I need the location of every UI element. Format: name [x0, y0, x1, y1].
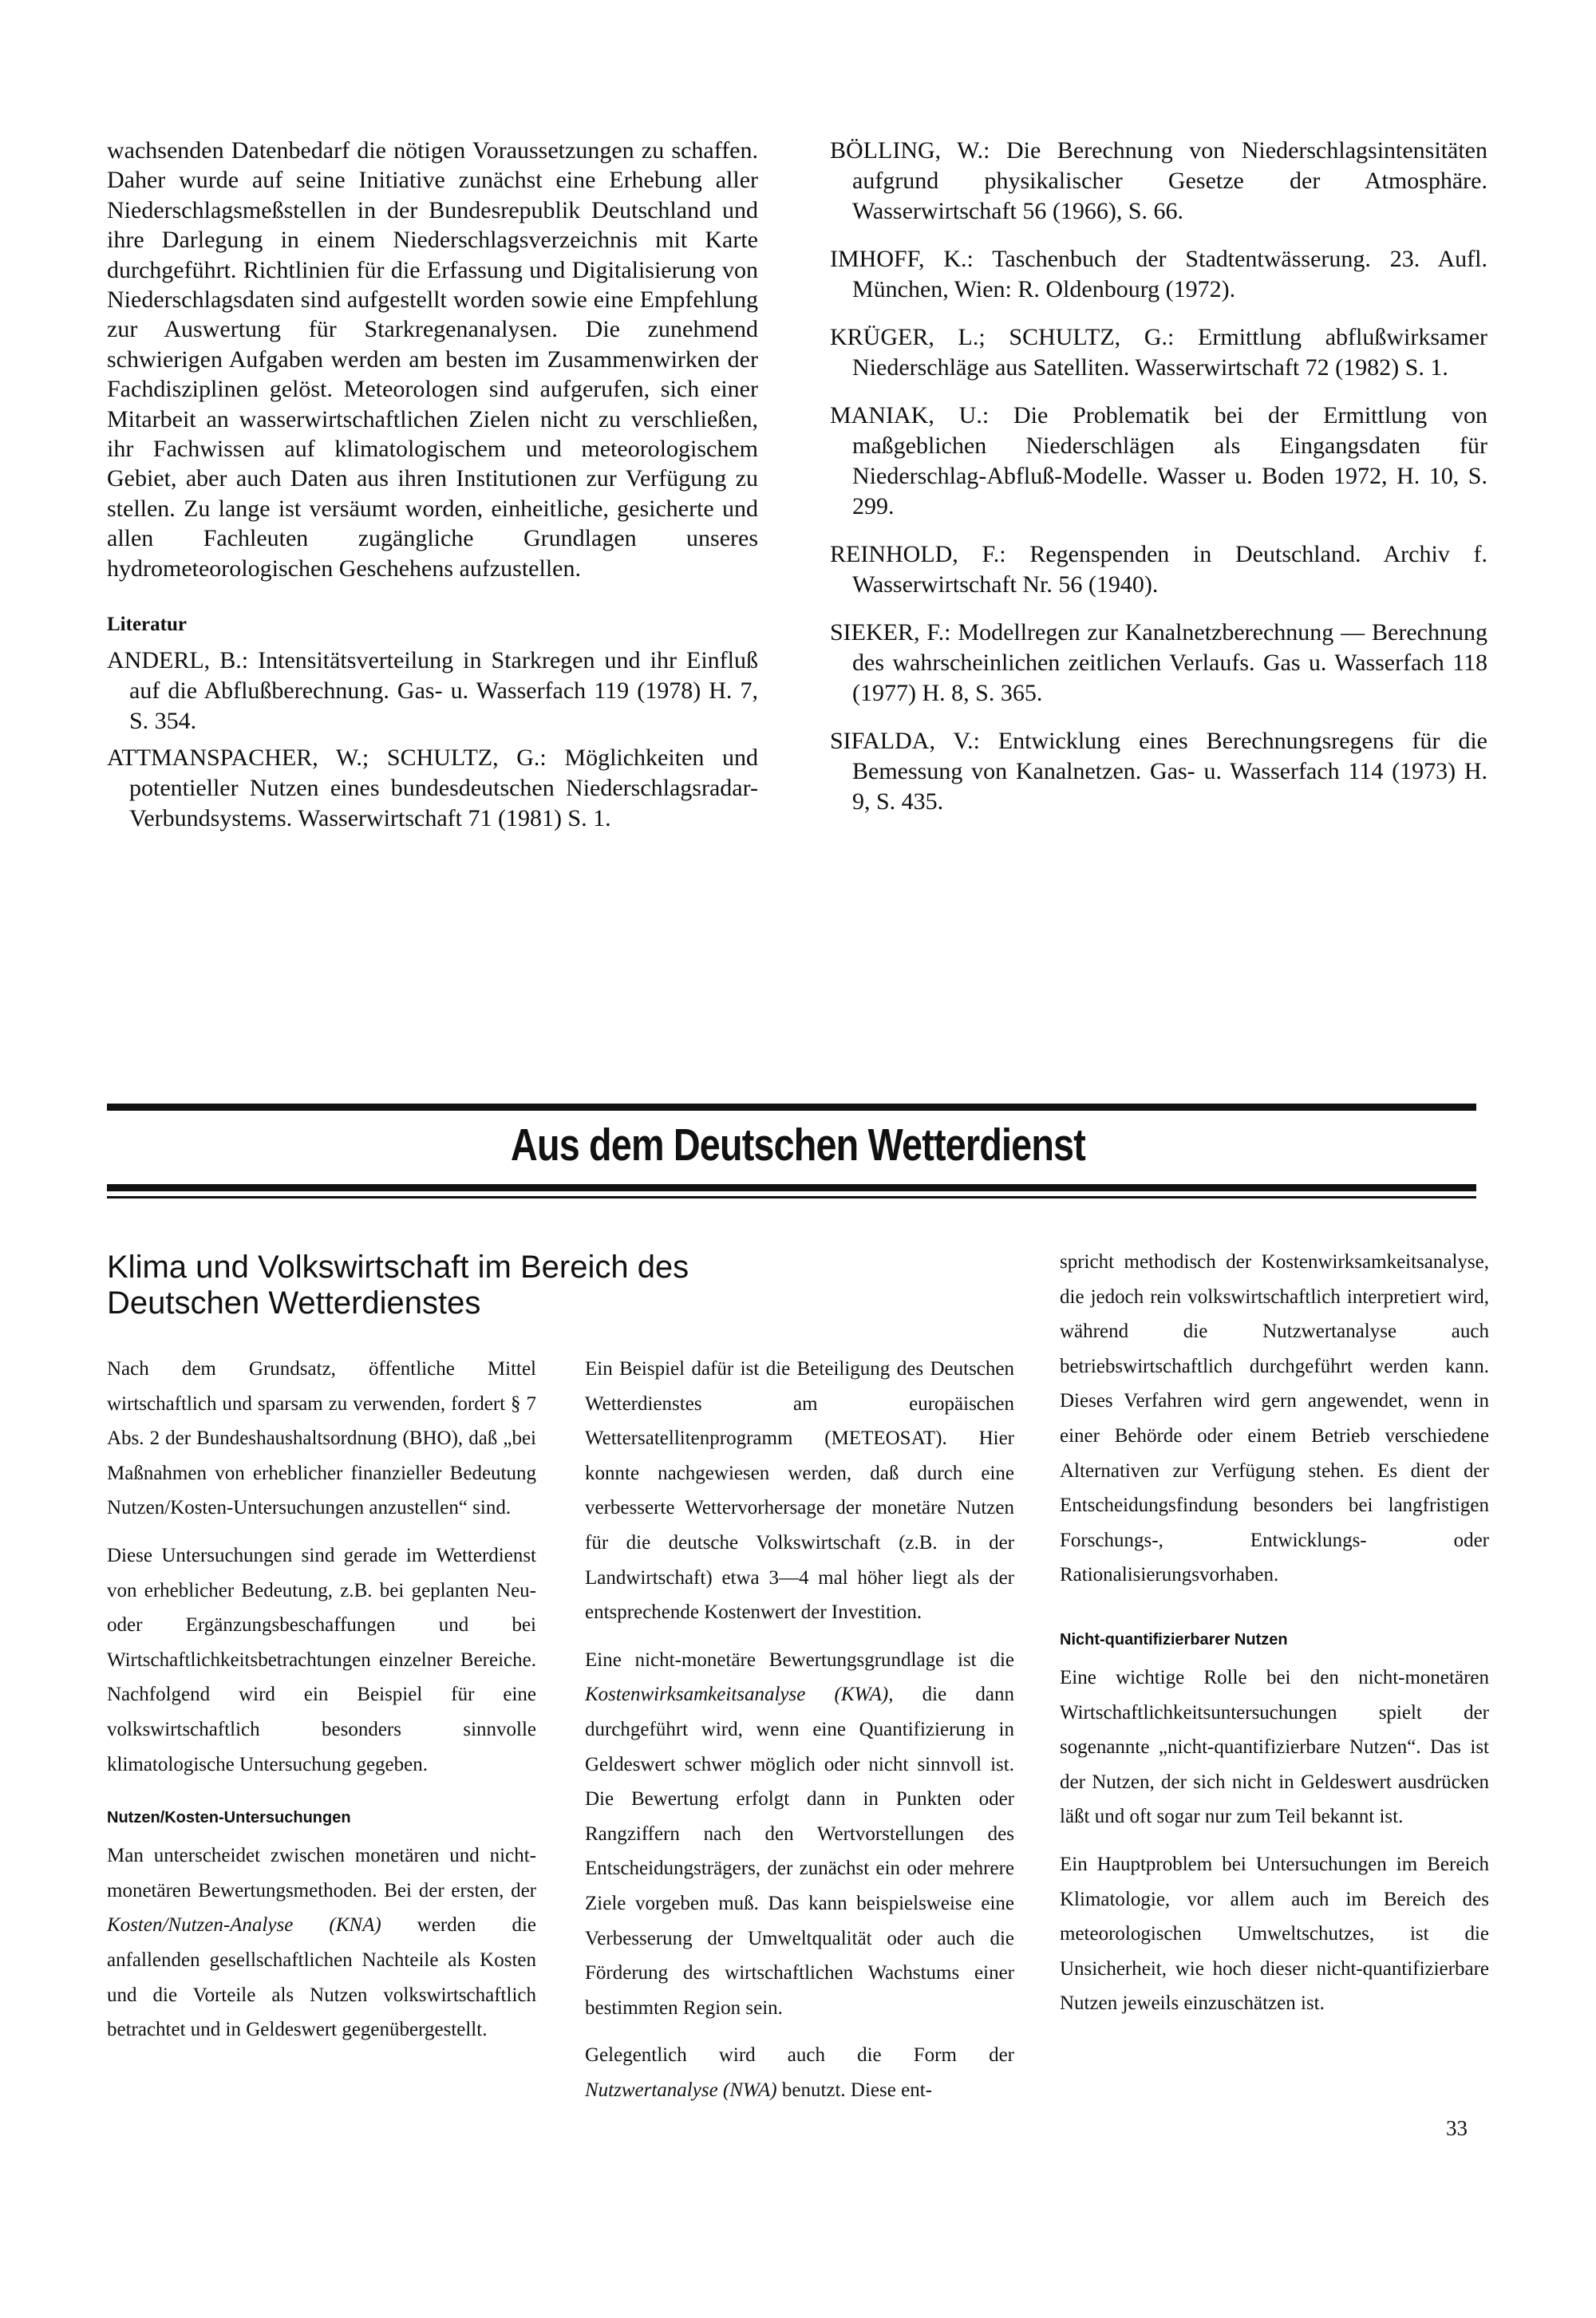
reference-reinhold: REINHOLD, F.: Regenspenden in Deutschland. Archiv f. Wasserwirtschaft Nr. 56 (1940).	[830, 541, 1487, 598]
reference-sifalda: SIFALDA, V.: Entwicklung eines Berechnungsregens für die Bemessung von Kanalnetzen. Gas- u. Wasserfach 114 (1973) H. 9, S. 435.	[830, 728, 1487, 815]
banner-top-rule	[107, 1104, 1476, 1111]
literature-heading: Literatur	[107, 614, 187, 636]
article-paragraph: Diese Untersuchungen sind gerade im Wetterdienst von erheblicher Bedeutung, z.B. bei geplanten Neu- oder Ergänzungsbeschaffungen und bei Wirtschaftlichkeitsbetrachtungen einzelner Bereiche. Nachfolgend wird ein Beispiel für eine volkswirtschaftlich besonders sinnvolle klimatologische Untersuchung gegeben.	[107, 1544, 536, 1775]
italic-term-kna: Kosten/Nutzen-Analyse (KNA)	[107, 1914, 381, 1937]
text-segment: werden die anfallenden gesellschaftlichen Nachteile als Kosten und die Vorteile als Nutzen volkswirtschaftlich betrachtet und in Geldeswert gegenübergestellt.	[107, 1914, 536, 2041]
reference-anderl: ANDERL, B.: Intensitätsverteilung in Starkregen und ihr Einfluß auf die Abflußberechnung. Gas- u. Wasserfach 119 (1978) H. 7, S. 354.	[107, 647, 758, 735]
banner-bottom-rule	[107, 1184, 1476, 1191]
article-paragraph: Ein Beispiel dafür ist die Beteiligung des Deutschen Wetterdienstes am europäischen Wettersatellitenprogramm (METEOSAT). Hier konnte nachgewiesen werden, daß durch eine verbesserte Wettervorhersage der monetäre Nutzen für die deutsche Volkswirtschaft (z.B. in der Landwirtschaft) etwa 3—4 mal höher liegt als der entsprechende Kostenwert der Investition.	[585, 1358, 1014, 1624]
article-column-1	[107, 1352, 536, 2048]
italic-term-kwa: Kostenwirksamkeitsanalyse (KWA),	[585, 1684, 894, 1706]
section-banner-title: Aus dem Deutschen Wetterdienst	[511, 1120, 1085, 1171]
article-column-3	[1060, 1245, 1489, 2021]
reference-krueger: KRÜGER, L.; SCHULTZ, G.: Ermittlung abflußwirksamer Niederschläge aus Satelliten. Wasserwirtschaft 72 (1982) S. 1.	[830, 324, 1487, 381]
text-segment: Man unterscheidet zwischen monetären und nicht-monetären Bewertungsmethoden. Bei der ersten, der	[107, 1845, 536, 1901]
article-title: Klima und Volkswirtschaft im Bereich des Deutschen Wetterdienstes	[107, 1250, 689, 1321]
article-paragraph: Ein Hauptproblem bei Untersuchungen im Bereich Klimatologie, vor allem auch im Bereich des meteorologischen Umweltschutzes, ist die Unsicherheit, wie hoch dieser nicht-quantifizierbare Nutzen jeweils einzuschätzen ist.	[1060, 1853, 1489, 2015]
top-right-column	[830, 136, 1487, 817]
reference-maniak: MANIAK, U.: Die Problematik bei der Ermittlung von maßgeblichen Niederschlägen als Eingangsdaten für Niederschlag-Abfluß-Modelle. Wasser u. Boden 1972, H. 10, S. 299.	[830, 402, 1487, 519]
italic-term-nwa: Nutzwertanalyse (NWA)	[585, 2079, 777, 2101]
article-paragraph: Eine wichtige Rolle bei den nicht-monetären Wirtschaftlichkeitsuntersuchungen spielt der sogenannte „nicht-quantifizierbare Nutzen“. Das ist der Nutzen, der sich nicht in Geldeswert ausdrücken läßt und oft sogar nur zum Teil bekannt ist.	[1060, 1666, 1489, 1828]
text-segment: Gelegentlich wird auch die Form der	[585, 2044, 1014, 2067]
text-segment: Eine nicht-monetäre Bewertungsgrundlage ist die	[585, 1649, 1014, 1671]
top-left-column	[107, 136, 758, 834]
reference-attmanspacher: ATTMANSPACHER, W.; SCHULTZ, G.: Möglichkeiten und potentieller Nutzen eines bundesdeutschen Niederschlagsradar-Verbundsystems. Wasserwirtschaft 71 (1981) S. 1.	[107, 744, 758, 832]
banner-thin-rule	[107, 1196, 1476, 1198]
article-paragraph	[585, 1643, 1014, 2026]
article-paragraph	[585, 2038, 1014, 2107]
article-paragraph	[107, 1838, 536, 2048]
reference-sieker: SIEKER, F.: Modellregen zur Kanalnetzberechnung — Berechnung des wahrscheinlichen zeitlichen Verlaufs. Gas u. Wasserfach 118 (1977) H. 8, S. 365.	[830, 619, 1487, 706]
article-column-2	[585, 1352, 1014, 2107]
reference-boelling: BÖLLING, W.: Die Berechnung von Niederschlagsintensitäten aufgrund physikalischer Gesetze der Atmosphäre. Wasserwirtschaft 56 (1966), S. 66.	[830, 137, 1487, 224]
article-paragraph: Nach dem Grundsatz, öffentliche Mittel wirtschaftlich und sparsam zu verwenden, fordert § 7 Abs. 2 der Bundeshaushaltsordnung (BHO), daß „bei Maßnahmen von erheblicher finanzieller Bedeutung Nutzen/Kosten-Untersuchungen anzustellen“ sind.	[107, 1358, 536, 1519]
article-paragraph: spricht methodisch der Kostenwirksamkeitsanalyse, die jedoch rein volkswirtschaftlich interpretiert wird, während die Nutzwertanalyse auch betriebswirtschaftlich durchgeführt werden kann. Dieses Verfahren wird gern angewendet, wenn in einer Behörde oder einem Betrieb verschiedene Alternativen zur Verfügung stehen. Es dient der Entscheidungsfindung besonders bei langfristigen Forschungs-, Entwicklungs- oder Rationalisierungsvorhaben.	[1060, 1251, 1489, 1586]
subheading-nutzen-kosten: Nutzen/Kosten-Untersuchungen	[107, 1809, 351, 1827]
reference-imhoff: IMHOFF, K.: Taschenbuch der Stadtentwässerung. 23. Aufl. München, Wien: R. Oldenbourg (1972).	[830, 246, 1487, 302]
subheading-nicht-quantifizierbar: Nicht-quantifizierbarer Nutzen	[1060, 1630, 1288, 1649]
text-segment: die dann durchgeführt wird, wenn eine Quantifizierung in Geldeswert schwer möglich oder nicht sinnvoll ist. Die Bewertung erfolgt dann in Punkten oder Rangziffern nach den Wertvorstellungen des Entscheidungsträgers, der zunächst ein oder mehrere Ziele vorgeben muß. Das kann beispielsweise eine Verbesserung der Umweltqualität oder auch die Förderung des wirtschaftlichen Wachstums einer bestimmten Region sein.	[585, 1684, 1015, 2019]
intro-paragraph: wachsenden Datenbedarf die nötigen Voraussetzungen zu schaffen. Daher wurde auf seine Initiative zunächst eine Erhebung aller Niederschlagsmeßstellen in der Bundesrepublik Deutschland und ihre Darlegung in einem Niederschlagsverzeichnis mit Karte durchgeführt. Richtlinien für die Erfassung und Digitalisierung von Niederschlagsdaten sind aufgestellt worden sowie eine Empfehlung zur Auswertung für Starkregenanalysen. Die zunehmend schwierigen Aufgaben werden am besten im Zusammenwirken der Fachdisziplinen gelöst. Meteorologen sind aufgerufen, sich einer Mitarbeit an wasserwirtschaftlichen Zielen nicht zu verschließen, ihr Fachwissen auf klimatologischem und meteorologischem Gebiet, aber auch Daten aus ihren Institutionen zur Verfügung zu stellen. Zu lange ist versäumt worden, einheitliche, gesicherte und allen Fachleuten zugängliche Grundlagen unseres hydrometeorologischen Geschehens aufzustellen.	[107, 137, 758, 582]
page-number: 33	[1446, 2116, 1468, 2140]
text-segment: benutzt. Diese ent-	[776, 2079, 932, 2101]
